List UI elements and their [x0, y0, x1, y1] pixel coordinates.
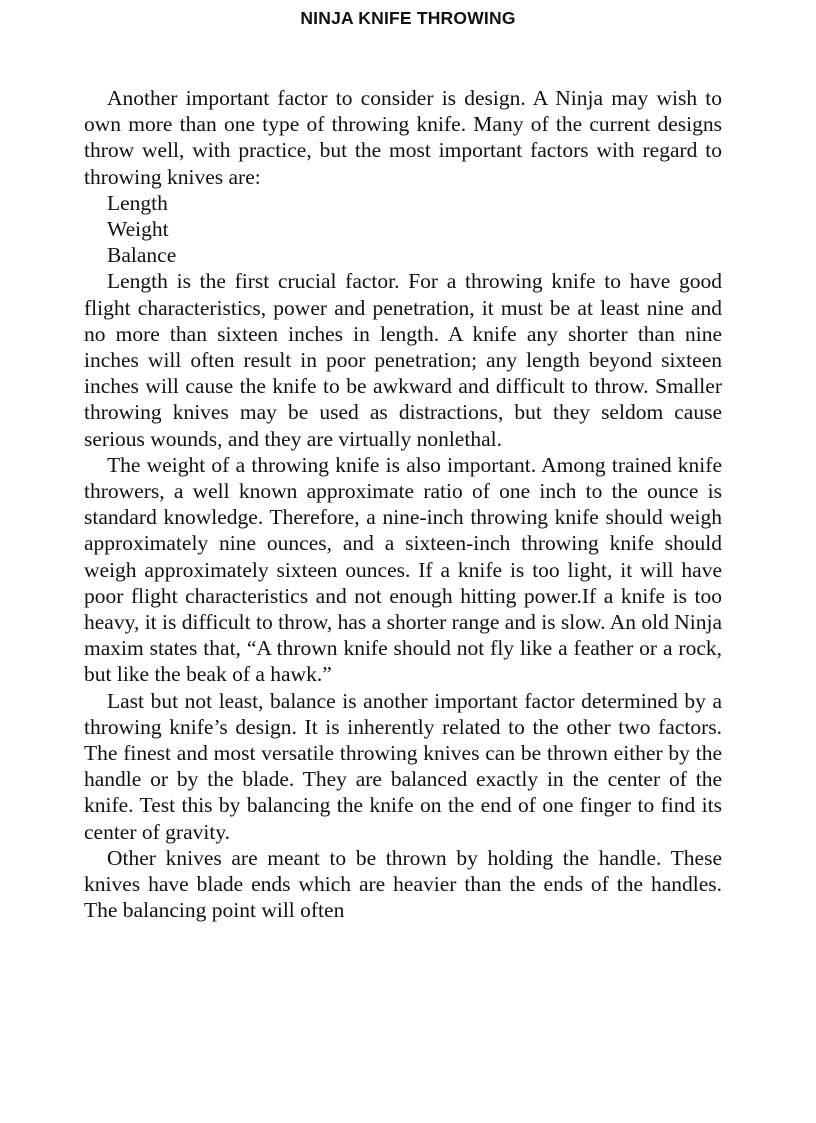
paragraph-design-intro: Another important factor to consider is design. A Ninja may wish to own more than one type of throwing knife. Many of the current designs throw well, with practice, but the most important factors with regard to throwing knives are: [84, 86, 722, 189]
page-body [84, 85, 722, 924]
factor-list-item-balance: Balance [107, 243, 177, 268]
factor-list [84, 190, 722, 269]
factor-list-item-weight: Weight [107, 217, 169, 242]
paragraph-length: Length is the first crucial factor. For a throwing knife to have good flight characteristics, power and penetration, it must be at least nine and no more than sixteen inches in length. A knife any shorter than nine inches will often result in poor penetration; any length beyond sixteen inches will cause the knife to be awkward and difficult to throw. Smaller throwing knives may be used as distractions, but they seldom cause serious wounds, and they are virtually nonlethal. [84, 269, 722, 451]
factor-list-item-length: Length [107, 190, 168, 215]
running-header: NINJA KNIFE THROWING [300, 8, 516, 28]
paragraph-handle-knives: Other knives are meant to be thrown by holding the handle. These knives have blade ends which are heavier than the ends of the handles. The balancing point will often [84, 845, 722, 923]
paragraph-weight: The weight of a throwing knife is also important. Among trained knife throwers, a well known approximate ratio of one inch to the ounce is standard knowledge. Therefore, a nine-inch throwing knife should weigh approximately nine ounces, and a sixteen-inch throwing knife should weigh approximately sixteen ounces. If a knife is too light, it will have poor flight characteristics and not enough hitting power.If a knife is too heavy, it is difficult to throw, has a shorter range and is slow. An old Ninja maxim states that, “A thrown knife should not fly like a feather or a rock, but like the beak of a hawk.” [84, 452, 722, 687]
paragraph-balance: Last but not least, balance is another important factor determined by a throwing knife’s design. It is inherently related to the other two factors. The finest and most versatile throwing knives can be thrown either by the handle or by the blade. They are balanced exactly in the center of the knife. Test this by balancing the knife on the end of one finger to find its center of gravity. [84, 688, 722, 844]
